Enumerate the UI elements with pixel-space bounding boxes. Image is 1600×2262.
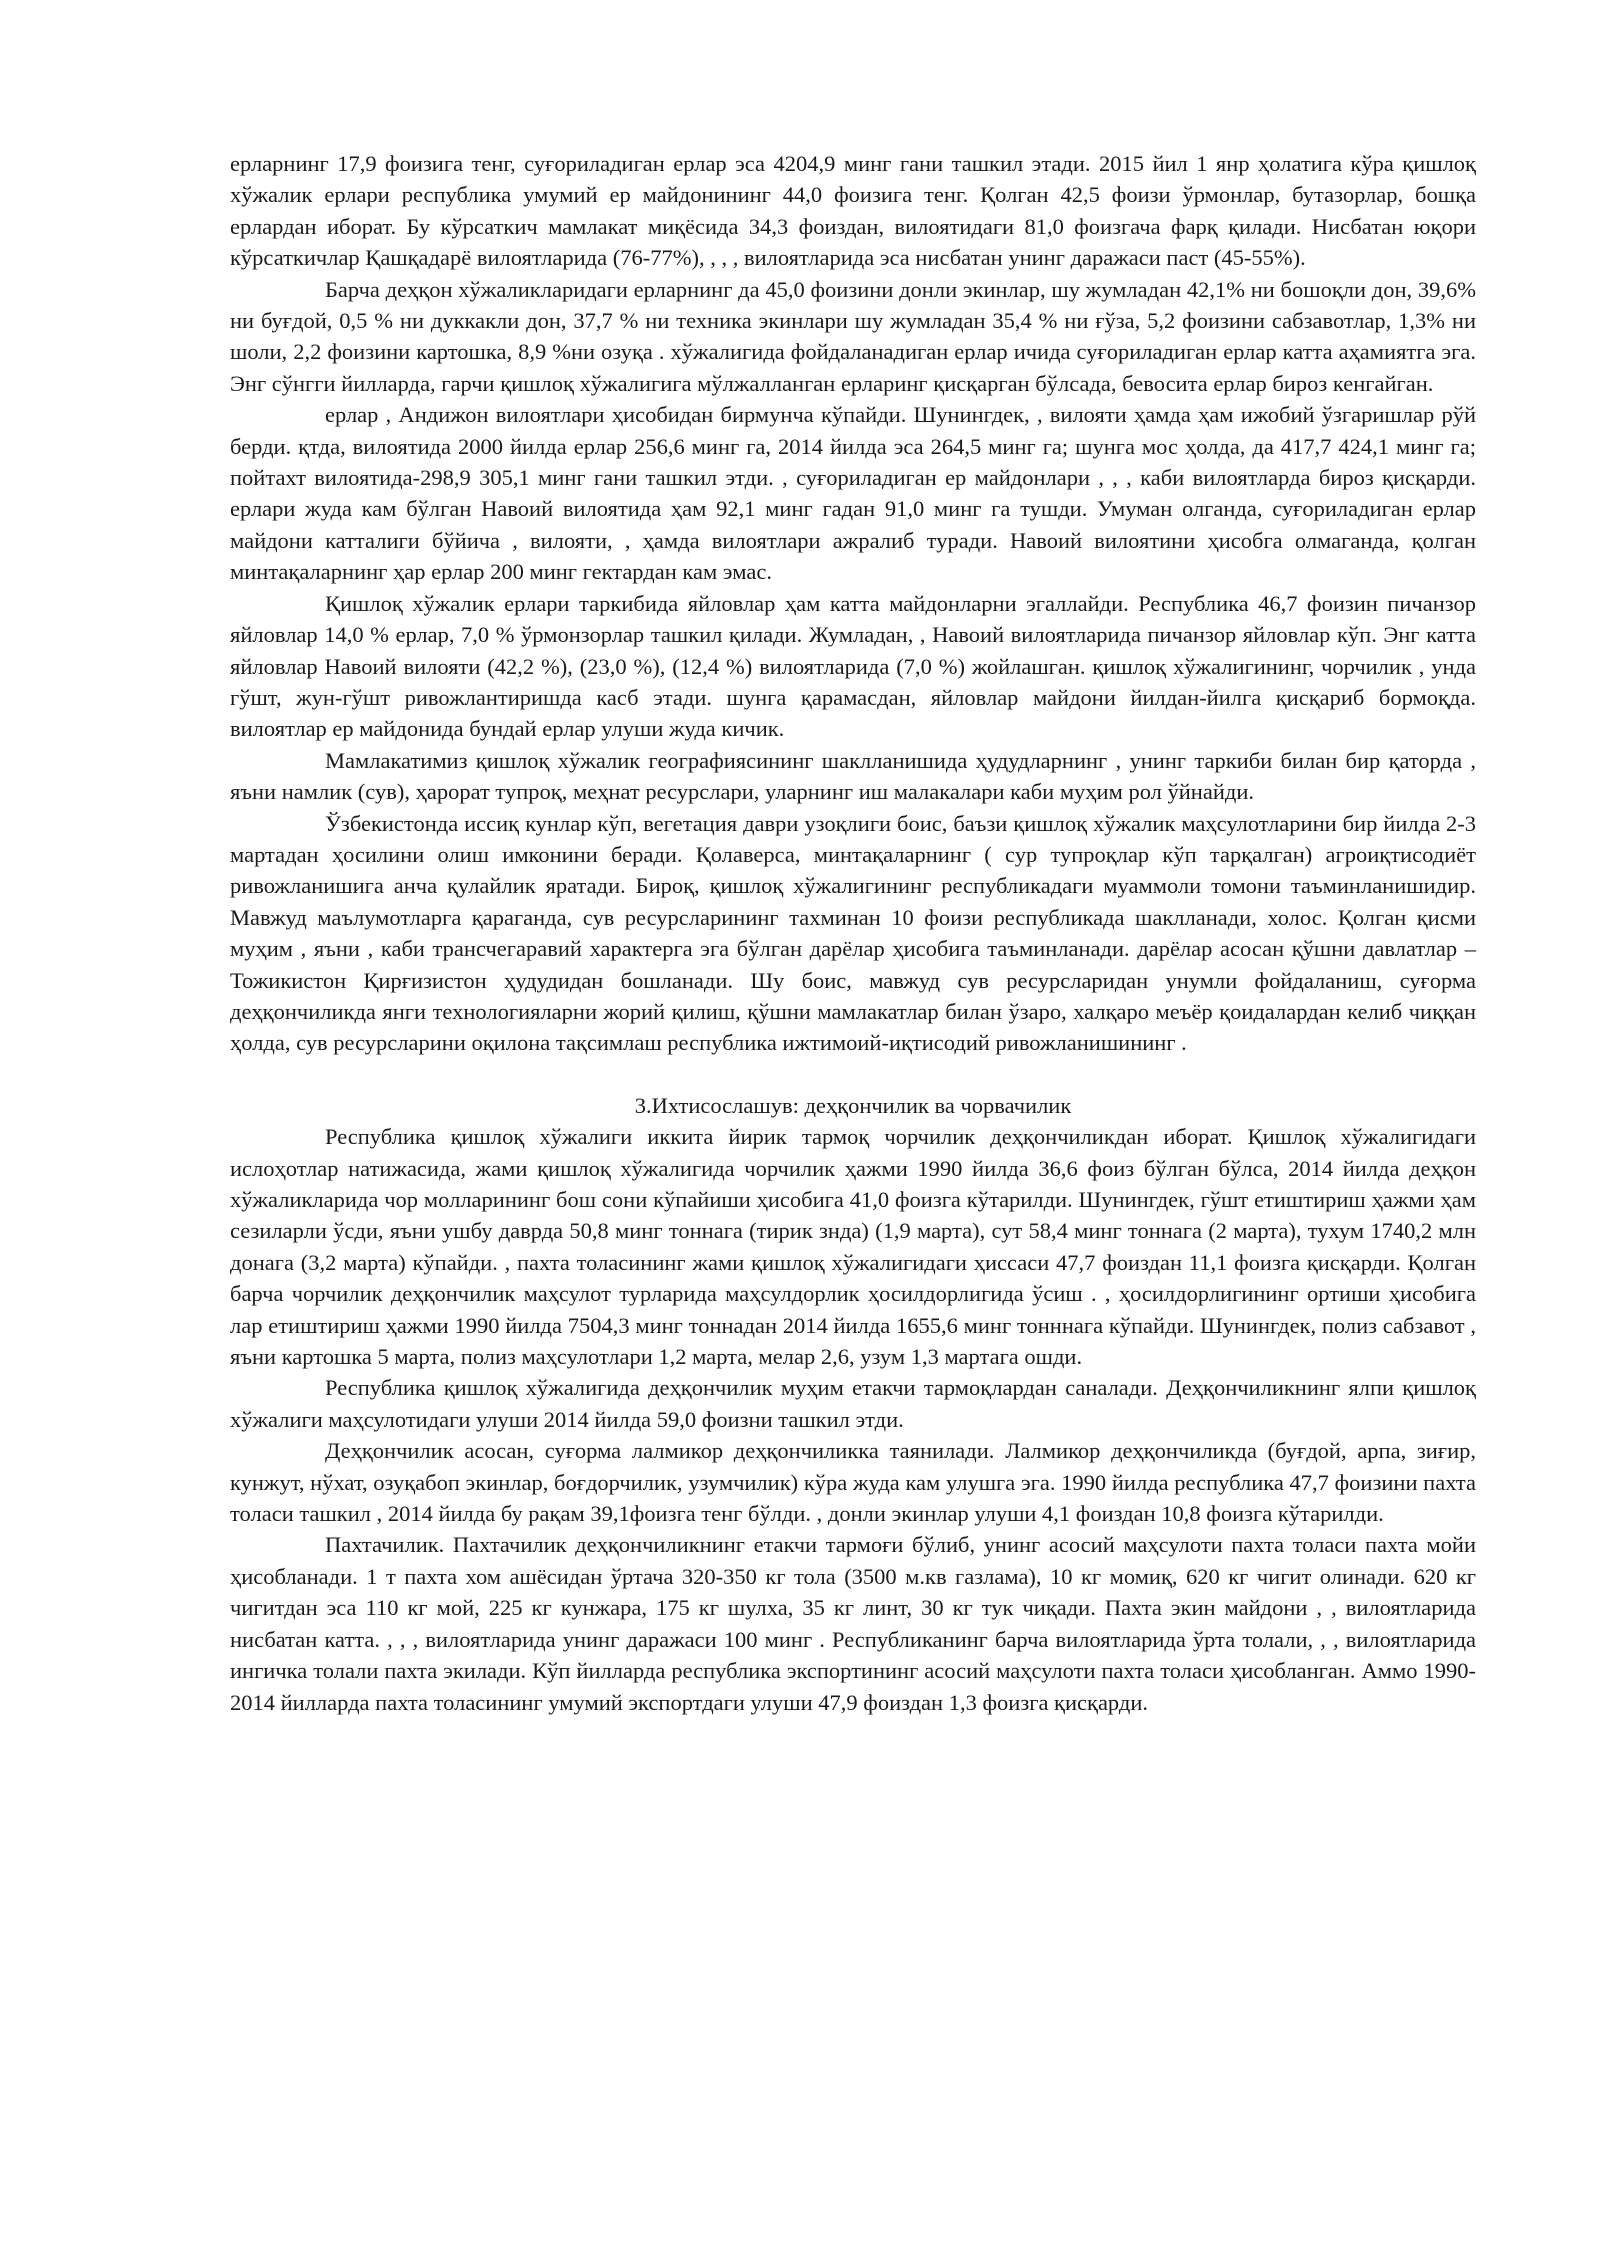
- document-page: [230, 148, 1476, 1718]
- paragraph-6: Ўзбекистонда иссиқ кунлар кўп, вегетация даври узоқлиги боис, баъзи қишлоқ хўжалик маҳсулотларини бир йилда 2-3 мартадан ҳосилини олиш имконини беради. Қолаверса, минтақаларнинг ( сур тупроқлар кўп тарқалган) агроиқтисодиёт ривожланишига анча қулайлик яратади. Бироқ, қишлоқ хўжалигининг республикадаги муаммоли томони таъминланишидир. Мавжуд маълумотларга қараганда, сув ресурсларининг тахминан 10 фоизи республикада шаклланади, холос. Қолган қисми муҳим , яъни , каби трансчегаравий характерга эга бўлган дарёлар ҳисобига таъминланади. дарёлар асосан қўшни давлатлар – Тожикистон Қирғизистон ҳудудидан бошланади. Шу боис, мавжуд сув ресурсларидан унумли фойдаланиш, суғорма деҳқончиликда янги технологияларни жорий қилиш, қўшни мамлакатлар билан ўзаро, халқаро меъёр қоидалардан келиб чиққан ҳолда, сув ресурсларини оқилона тақсимлаш республика ижтимоий-иқтисодий ривожланишининг .: [230, 810, 1476, 1056]
- paragraph-10: Пахтачилик. Пахтачилик деҳқончиликнинг етакчи тармоғи бўлиб, унинг асосий маҳсулоти пахта толаси пахта мойи ҳисобланади. 1 т пахта хом ашёсидан ўртача 320-350 кг тола (3500 м.кв газлама), 10 кг момиқ, 620 кг чигит олинади. 620 кг чигитдан эса 110 кг мой, 225 кг кунжара, 175 кг шулха, 35 кг линт, 30 кг тук чиқади. Пахта экин майдони , , вилоятларида нисбатан катта. , , , вилоятларида унинг даражаси 100 минг . Республиканинг барча вилоятларида ўрта толали, , , вилоятларида ингичка толали пахта экилади. Кўп йилларда республика экспортининг асосий маҳсулоти пахта толаси ҳисобланган. Аммо 1990-2014 йилларда пахта толасининг умумий экспортдаги улуши 47,9 фоиздан 1,3 фоизга қисқарди.: [230, 1532, 1476, 1715]
- paragraph-3: ерлар , Андижон вилоятлари ҳисобидан бирмунча кўпайди. Шунингдек, , вилояти ҳамда ҳам ижобий ўзгаришлар рўй берди. қтда, вилоятида 2000 йилда ерлар 256,6 минг га, 2014 йилда эса 264,5 минг га; шунга мос ҳолда, да 417,7 424,1 минг га; пойтахт вилоятида-298,9 305,1 минг гани ташкил этди. , суғориладиган ер майдонлари , , , каби вилоятларда бироз қисқарди. ерлари жуда кам бўлган Навоий вилоятида ҳам 92,1 минг гадан 91,0 минг га тушди. Умуман олганда, суғориладиган ерлар майдони катталиги бўйича , вилояти, , ҳамда вилоятлари ажралиб туради. Навоий вилоятини ҳисобга олмаганда, қолган минтақаларнинг ҳар ерлар 200 минг гектардан кам эмас.: [230, 402, 1476, 585]
- paragraph-7: Республика қишлоқ хўжалиги иккита йирик тармоқ чорчилик деҳқончиликдан иборат. Қишлоқ хўжалигидаги ислоҳотлар натижасида, жами қишлоқ хўжалигида чорчилик ҳажми 1990 йилда 36,6 фоиз бўлган бўлса, 2014 йилда деҳқон хўжаликларида чор молларининг бош сони кўпайиши ҳисобига 41,0 фоизга кўтарилди. Шунингдек, гўшт етиштириш ҳажми ҳам сезиларли ўсди, яъни ушбу даврда 50,8 минг тоннага (тирик знда) (1,9 марта), сут 58,4 минг тоннага (2 марта), тухум 1740,2 млн донага (3,2 марта) кўпайди. , пахта толасининг жами қишлоқ хўжалигидаги ҳиссаси 47,7 фоиздан 11,1 фоизга қисқарди. Қолган барча чорчилик деҳқончилик маҳсулот турларида маҳсулдорлик ҳосилдорлигида ўсиш . , ҳосилдорлигининг ортиши ҳисобига лар етиштириш ҳажми 1990 йилда 7504,3 минг тоннадан 2014 йилда 1655,6 минг тонннага кўпайди. Шунингдек, полиз сабзавот , яъни картошка 5 марта, полиз маҳсулотлари 1,2 марта, мелар 2,6, узум 1,3 мартага ошди.: [230, 1124, 1476, 1370]
- paragraph-9: Деҳқончилик асосан, суғорма лалмикор деҳқончиликка таянилади. Лалмикор деҳқончиликда (буғдой, арпа, зиғир, кунжут, нўхат, озуқабоп экинлар, боғдорчилик, узумчилик) кўра жуда кам улушга эга. 1990 йилда республика 47,7 фоизини пахта толаси ташкил , 2014 йилда бу рақам 39,1фоизга тенг бўлди. , донли экинлар улуши 4,1 фоиздан 10,8 фоизга кўтарилди.: [230, 1438, 1476, 1527]
- paragraph-2: Барча деҳқон хўжаликларидаги ерларнинг да 45,0 фоизини донли экинлар, шу жумладан 42,1% ни бошоқли дон, 39,6% ни буғдой, 0,5 % ни дуккакли дон, 37,7 % ни техника экинлари шу жумладан 35,4 % ни ғўза, 5,2 фоизини сабзавотлар, 1,3% ни шоли, 2,2 фоизини картошка, 8,9 %ни озуқа . хўжалигида фойдаланадиган ерлар ичида суғориладиган ерлар катта аҳамиятга эга. Энг сўнгги йилларда, гарчи қишлоқ хўжалигига мўлжалланган ерларинг қисқарган бўлсада, бевосита ерлар бироз кенгайган.: [230, 276, 1476, 396]
- paragraph-5: Мамлакатимиз қишлоқ хўжалик географиясининг шаклланишида ҳудудларнинг , унинг таркиби билан бир қаторда , яъни намлик (сув), ҳарорат тупроқ, меҳнат ресурслари, уларнинг иш малакалари каби муҳим рол ўйнайди.: [230, 747, 1476, 805]
- paragraph-4: Қишлоқ хўжалик ерлари таркибида яйловлар ҳам катта майдонларни эгаллайди. Республика 46,7 фоизин пичанзор яйловлар 14,0 % ерлар, 7,0 % ўрмонзорлар ташкил қилади. Жумладан, , Навоий вилоятларида пичанзор яйловлар кўп. Энг катта яйловлар Навоий вилояти (42,2 %), (23,0 %), (12,4 %) вилоятларида (7,0 %) жойлашган. қишлоқ хўжалигининг, чорчилик , унда гўшт, жун-гўшт ривожлантиришда касб этади. шунга қарамасдан, яйловлар майдони йилдан-йилга қисқариб бормоқда. вилоятлар ер майдонида бундай ерлар улуши жуда кичик.: [230, 590, 1476, 742]
- section-heading: 3.Ихтисослашув: деҳқончилик ва чорвачилик: [634, 1092, 1072, 1118]
- paragraph-8: Республика қишлоқ хўжалигида деҳқончилик муҳим етакчи тармоқлардан саналади. Деҳқончиликнинг ялпи қишлоқ хўжалиги маҳсулотидаги улуши 2014 йилда 59,0 фоизни ташкил этди.: [230, 1375, 1476, 1432]
- paragraph-1: ерларнинг 17,9 фоизига тенг, суғориладиган ерлар эса 4204,9 минг гани ташкил этади. 2015 йил 1 янр ҳолатига кўра қишлоқ хўжалик ерлари республика умумий ер майдонининг 44,0 фоизига тенг. Қолган 42,5 фоизи ўрмонлар, бутазорлар, бошқа ерлардан иборат. Бу кўрсаткич мамлакат миқёсида 34,3 фоиздан, вилоятидаги 81,0 фоизгача фарқ қилади. Нисбатан юқори кўрсаткичлар Қашқадарё вилоятларида (76-77%), , , , вилоятларида эса нисбатан унинг даражаси паст (45-55%).: [230, 151, 1476, 271]
